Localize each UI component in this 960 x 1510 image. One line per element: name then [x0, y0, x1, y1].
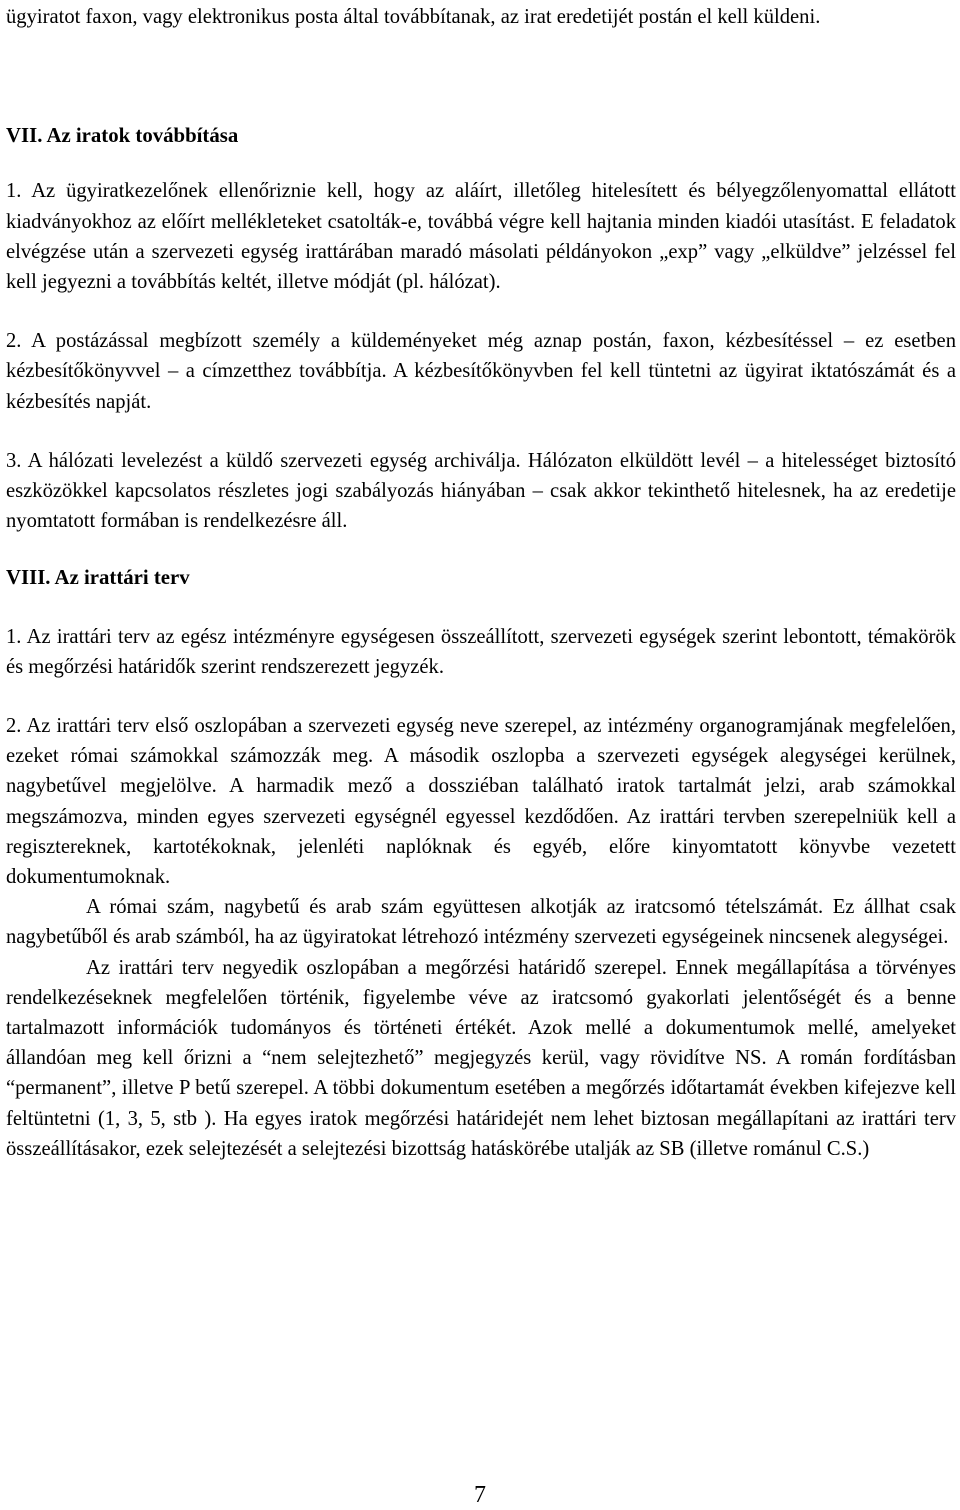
section-vii-item-2: 2. A postázással megbízott személy a küldeményeket még aznap postán, faxon, kézbesítéssel – ez esetben kézbesítőkönyvvel – a címzetthez továbbítja. A kézbesítőkönyvben fel kell tüntetni az ügyirat iktatószámát és a kézbesítés napját. [6, 330, 956, 413]
section-vii-item-3: 3. A hálózati levelezést a küldő szervezeti egység archiválja. Hálózaton elküldött levél – a hitelességet biztosító eszközökkel kapcsolatos részletes jogi szabályozás hiányában – csak akkor tekinthető hitelesnek, ha az eredetije nyomtatott formában is rendelkezésre áll. [6, 449, 956, 533]
section-viii-fourth-column-paragraph: Az irattári terv negyedik oszlopában a megőrzési határidő szerepel. Ennek megállapítása a törvényes rendelkezéseknek megfelelően történik, figyelembe véve az iratcsomó gyakorlati jelentőségét és a benne tartalmazott információk tudományos és történeti értékét. Azok mellé a dokumentumok mellé, amelyeket állandóan meg kell őrizni a “nem selejtezhető” megjegyzés kerül, vagy rövidítve NS. A román fordításban “permanent”, illetve P betű szerepel. A többi dokumentum esetében a megőrzés időtartamát években kifejezve kell feltüntetni (1, 3, 5, stb ). Ha egyes iratok megőrzési határidejét nem lehet biztosan megállapítani az irattári terv összeállításakor, ezek selejtezését a selejtezési bizottság hatáskörébe utalják az SB (illetve románul C.S.) [6, 956, 956, 1160]
section-viii-item-2: 2. Az irattári terv első oszlopában a szervezeti egység neve szerepel, az intézmény organogramjának megfelelően, ezeket római számokkal számozzák meg. A második oszlopba a szervezeti egységek alegységei kerülnek, nagybetűvel megjelölve. A harmadik mező a dossziéban található iratok tartalmát jelzi, arab számokkal megszámozva, minden egyes szervezeti egységnél egyessel kezdődően. Az irattári tervben szerepelniük kell a regisztereknek, kartotékoknak, jelenléti naplóknak és egyéb, előre kinyomtatott könyvbe vezetett dokumentumoknak. [6, 715, 956, 889]
section-viii-heading: VIII. Az irattári terv [6, 566, 190, 590]
section-vii-heading: VII. Az iratok továbbítása [6, 124, 239, 148]
document-page [6, 0, 956, 1164]
page-number: 7 [474, 1482, 486, 1508]
section-viii-roman-paragraph: A római szám, nagybetű és arab szám együttesen alkotják az iratcsomó tételszámát. Ez állhat csak nagybetűből és arab számból, ha az ügyiratokat létrehozó intézmény szervezeti egységeinek nincsenek alegységei. [6, 896, 956, 949]
section-viii-item-1: 1. Az irattári terv az egész intézményre egységesen összeállított, szervezeti egységek szerint lebontott, témakörök és megőrzési határidők szerint rendszerezett jegyzék. [6, 625, 956, 678]
section-vii-item-1: 1. Az ügyiratkezelőnek ellenőriznie kell, hogy az aláírt, illetőleg hitelesített és bélyegzőlenyomattal ellátott kiadványokhoz az előírt mellékleteket csatolták-e, továbbá végre kell hajtania minden kiadói utasítást. E feladatok elvégzése után a szervezeti egység irattárában maradó másolati példányokon „exp” vagy „elküldve” jelzéssel fel kell jegyezni a továbbítás keltét, illetve módját (pl. hálózat). [6, 180, 956, 294]
intro-paragraph: ügyiratot faxon, vagy elektronikus posta által továbbítanak, az irat eredetijét postán el kell küldeni. [6, 6, 821, 28]
